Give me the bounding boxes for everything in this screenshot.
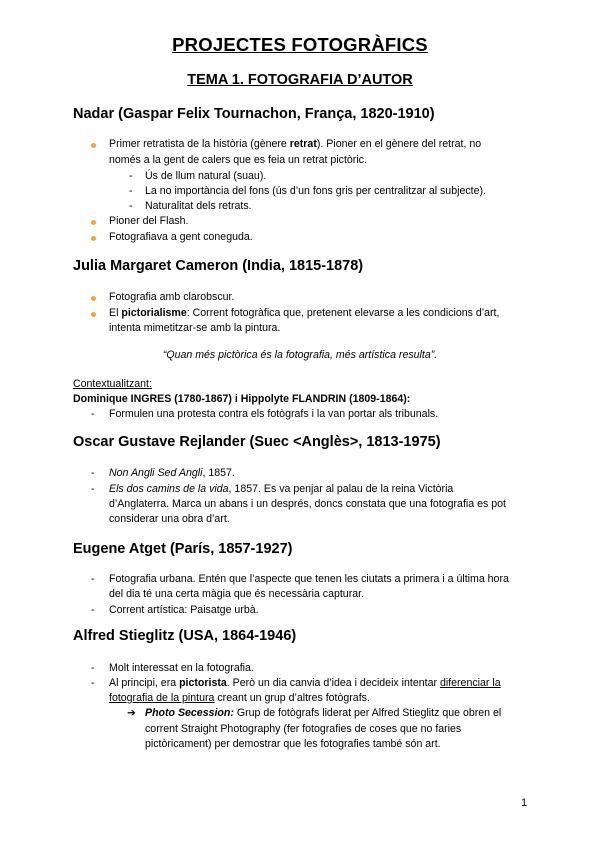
orange-dot-icon	[91, 236, 96, 241]
heading-atget: Eugene Atget (París, 1857-1927)	[73, 541, 293, 557]
heading-stieglitz: Alfred Stieglitz (USA, 1864-1946)	[73, 628, 297, 644]
nadar-bullet-1-line2: només a la gent de calers que es feia un retrat pictòric.	[109, 154, 367, 166]
page-title: PROJECTES FOTOGRÀFICS	[172, 34, 428, 55]
cameron-bullet-2: El pictorialisme: Corrent fotogràfica que, pretenent elevarse a les condicions d’art,	[109, 307, 500, 319]
orange-dot-icon	[91, 220, 96, 225]
stieglitz-arrow-line3: pictòricament) per demostrar que les fotografies també són art.	[145, 738, 441, 750]
heading-nadar: Nadar (Gaspar Felix Tournachon, França, 1820-1910)	[73, 106, 435, 122]
cameron-quote: “Quan més pictòrica és la fotografia, més artística resulta”.	[162, 349, 438, 361]
dash-icon: -	[129, 185, 133, 197]
nadar-sub-2: La no importància del fons (ús d’un fons gris per centralitzar al subjecte).	[145, 185, 486, 197]
arrow-right-icon: ➔	[127, 707, 136, 719]
nadar-sub-1: Ús de llum natural (suau).	[145, 170, 267, 182]
cameron-bullet-1: Fotografia amb clarobscur.	[109, 291, 235, 303]
orange-dot-icon	[91, 312, 96, 317]
dash-icon: -	[91, 662, 95, 674]
rejlander-item-2: Els dos camins de la vida, 1857. Es va penjar al palau de la reina Victòria	[109, 483, 454, 495]
stieglitz-item-2: Al principi, era pictorista. Però un dia canvia d’idea i decideix intentar diferenciar la	[109, 677, 501, 689]
context-item: Formulen una protesta contra els fotògrafs i la van portar als tribunals.	[109, 408, 439, 420]
rejlander-item-2-line2: d’Anglaterra. Marca un abans i un després, doncs constata que una fotografia es pot	[109, 498, 506, 510]
dash-icon: -	[129, 200, 133, 212]
dash-icon: -	[91, 677, 95, 689]
rejlander-item-1: Non Angli Sed Angli, 1857.	[109, 467, 235, 479]
stieglitz-arrow-item: Photo Secession: Grup de fotògrafs liderat per Alfred Stieglitz que obren el	[145, 707, 502, 719]
heading-rejlander: Oscar Gustave Rejlander (Suec <Anglès>, 1813-1975)	[73, 434, 441, 450]
nadar-bullet-2: Pioner del Flash.	[109, 215, 189, 227]
rejlander-item-2-line3: considerar una obra d’art.	[109, 513, 230, 525]
dash-icon: -	[91, 604, 95, 616]
nadar-bullet-1: Primer retratista de la història (gènere retrat). Pioner en el gènere del retrat, no	[109, 138, 482, 150]
nadar-sub-3: Naturalitat dels retrats.	[145, 200, 252, 212]
dash-icon: -	[91, 408, 95, 420]
dash-icon: -	[91, 483, 95, 495]
heading-cameron: Julia Margaret Cameron (India, 1815-1878)	[73, 258, 364, 274]
cameron-bullet-2-line2: intenta mimetitzar-se amb la pintura.	[109, 322, 281, 334]
page-subtitle: TEMA 1. FOTOGRAFIA D’AUTOR	[187, 72, 413, 88]
context-names: Dominique INGRES (1780-1867) i Hippolyte FLANDRIN (1809-1864):	[73, 393, 411, 405]
atget-item-2: Corrent artística: Paisatge urbà.	[109, 604, 259, 616]
dash-icon: -	[129, 170, 133, 182]
atget-item-1-line2: del dia té una certa màgia que és necessària capturar.	[109, 588, 364, 600]
dash-icon: -	[91, 573, 95, 585]
page-number: 1	[521, 797, 527, 809]
orange-dot-icon	[91, 296, 96, 301]
atget-item-1: Fotografia urbana. Entén que l’aspecte que tenen les ciutats a primera i a última hora	[109, 573, 509, 585]
dash-icon: -	[91, 467, 95, 479]
nadar-bullet-3: Fotografiava a gent coneguda.	[109, 231, 253, 243]
stieglitz-item-1: Molt interessat en la fotografia.	[109, 662, 254, 674]
stieglitz-arrow-line2: corrent Straight Photography (fer fotografies de coses que no faries	[145, 723, 462, 735]
context-label: Contextualitzant:	[73, 378, 152, 390]
orange-dot-icon	[91, 143, 96, 148]
stieglitz-item-2-line2: fotografia de la pintura creant un grup d’altres fotògrafs.	[109, 692, 370, 704]
